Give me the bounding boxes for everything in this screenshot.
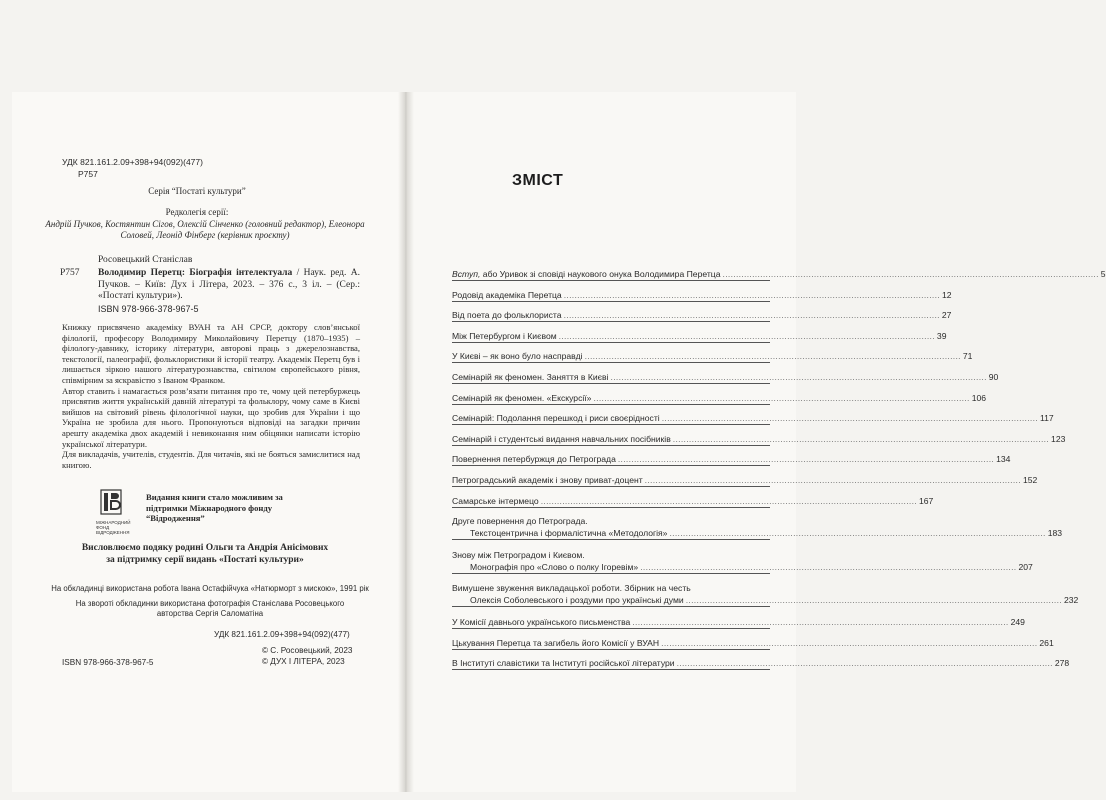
isbn-line: ISBN 978-966-378-967-5 [98, 304, 199, 314]
toc-leader-dots [661, 637, 1037, 649]
acknowledgement-line: за підтримку серії видань «Постаті культури» [106, 555, 304, 565]
toc-entry[interactable] [452, 289, 952, 302]
toc-leader-dots [645, 474, 1021, 486]
toc-entry[interactable] [452, 268, 1106, 281]
toc-page-number: 39 [936, 330, 947, 341]
toc-row [452, 474, 1038, 486]
toc-page-number: 117 [1039, 413, 1054, 424]
toc-page-number: 167 [918, 495, 934, 506]
copyright-author: © С. Росовецький, 2023 [262, 646, 353, 655]
toc-entry-title: Самарське інтермецо [452, 495, 539, 506]
toc-row [452, 309, 952, 321]
toc-entry[interactable] [452, 330, 947, 343]
toc-row [452, 616, 1025, 628]
toc-page-number: 27 [941, 310, 952, 321]
toc-entry[interactable] [452, 392, 987, 405]
toc-entry-title: Семінарій як феномен. Заняття в Києві [452, 372, 609, 382]
toc-row [452, 392, 987, 404]
toc-row [452, 527, 1063, 539]
toc-row [452, 433, 1066, 445]
book-gutter [398, 92, 414, 792]
toc-entry-title: У Комісії давнього українського письменства [452, 617, 631, 627]
toc-entry-title: Вимушене звуження викладацької роботи. Збірник на честь [452, 583, 691, 594]
toc-entry-title: У Києві – як воно було насправді [452, 351, 583, 362]
toc-page-number: 207 [1018, 561, 1033, 572]
back-cover-credit: На звороті обкладинки використана фотографія Станіслава Росовецького авторства Сергія Саломатіна [75, 599, 345, 618]
toc-row [452, 453, 1011, 465]
toc-row [452, 350, 973, 362]
toc-page-number: 12 [941, 289, 952, 300]
toc-entry[interactable] [452, 474, 1038, 487]
cover-credit: На обкладинці використана робота Івана Остафійчука «Натюрморт з мискою», 1991 рік [51, 584, 369, 593]
toc-row [452, 330, 947, 342]
toc-entry[interactable] [452, 453, 1011, 466]
toc-page-number: 278 [1054, 658, 1070, 669]
toc-page-number: 90 [988, 372, 999, 382]
logo-caption: МІЖНАРОДНИЙ ФОНД ВІДРОДЖЕННЯ [96, 520, 131, 535]
toc-leader-dots [593, 392, 969, 404]
toc-page-number: 183 [1047, 528, 1063, 539]
bib-code: Р757 [60, 268, 80, 278]
toc-entry-title: Петроградський академік і знову приват-доцент [452, 475, 643, 485]
toc-page-number: 261 [1039, 637, 1054, 648]
toc-row [452, 268, 1106, 280]
toc-leader-dots [618, 453, 994, 465]
toc-entry-title: Цькування Перетца та загибель його Комісії у ВУАН [452, 637, 660, 648]
toc-leader-dots [611, 371, 987, 383]
toc-entry[interactable] [452, 309, 952, 322]
toc-leader-dots [673, 433, 1049, 445]
toc-page-number: 5 [1100, 269, 1106, 279]
toc-row [452, 289, 952, 301]
annotation-paragraph: Автор ставить і намагається розв’язати питання про те, чому цей петербуржець присвятив життя українській давній літературі та фольклору, чому саме в Києві вийшов на світовий рівень філологічної науки, що зробив для України і що Україна не зробила для нього. Пропонуються відповіді на загадки причин арешту академіка двох академій і невиконання ним обіцянки написати історію української літератури. [62, 385, 360, 449]
toc-entry-title: Між Петербургом і Києвом [452, 330, 557, 341]
toc-entry-title: Текстоцентрична і формалістична «Методологія» [470, 528, 668, 539]
isbn-bottom: ISBN 978-966-378-967-5 [62, 658, 154, 667]
toc-entry-title: Олексія Соболевського і роздуми про українські думи [470, 595, 684, 606]
toc-entry-title: Семінарій і студентські видання навчальних посібників [452, 433, 671, 444]
renaissance-foundation-logo-icon [100, 489, 122, 515]
toc-entry[interactable] [452, 657, 1070, 670]
toc-row [452, 582, 770, 594]
toc-row [452, 561, 1033, 573]
toc-entry-title: Друге повернення до Петрограда. [452, 516, 588, 527]
toc-entry-title: Від поета до фольклориста [452, 310, 562, 321]
toc-entry[interactable] [452, 515, 1063, 540]
toc-row [452, 495, 934, 507]
toc-leader-dots [677, 657, 1053, 669]
toc-leader-dots [669, 527, 1045, 539]
toc-entry[interactable] [452, 433, 1066, 446]
toc-page-number: 106 [971, 392, 987, 403]
toc-entry-title: Знову між Петроградом і Києвом. [452, 549, 585, 560]
book-title: Володимир Перетц: Біографія інтелектуала [98, 268, 293, 278]
toc-leader-dots [559, 330, 935, 342]
toc-entry[interactable] [452, 582, 1079, 607]
toc-row [452, 371, 999, 383]
bib-details: / Наук. ред. А. Пучков. – Київ: Дух і Літера, 2023. – 376 с., 3 іл. – (Сер.: «Постаті культури»). [98, 268, 360, 301]
toc-entry-title: Вступ, або Уривок зі сповіді наукового онука Володимира Перетца [452, 269, 721, 279]
copyright-publisher: © ДУХ І ЛІТЕРА, 2023 [262, 657, 345, 666]
toc-leader-dots [723, 268, 1099, 280]
bibliographic-record [98, 268, 360, 303]
annotation-paragraph: Для викладачів, учителів, студентів. Для читачів, які не бояться замислитися над книгою. [62, 449, 360, 470]
udk-code-bottom: УДК 821.161.2.09+398+94(092)(477) [214, 630, 350, 639]
toc-entry[interactable] [452, 637, 1054, 650]
acknowledgement-line: Висловлюємо подяку родині Ольги та Андрія Анісімових [81, 543, 329, 553]
toc-entry-title: В Інституті славістики та Інституті російської літератури [452, 658, 675, 669]
toc-row [452, 412, 1054, 424]
toc-page-number: 249 [1010, 617, 1025, 627]
toc-leader-dots [662, 412, 1038, 424]
toc-entry[interactable] [452, 412, 1054, 425]
toc-entry-title: Монографія про «Слово о полку Ігоревім» [470, 561, 639, 572]
toc-row [452, 637, 1054, 649]
toc-leader-dots [686, 594, 1062, 606]
toc-leader-dots [585, 350, 961, 362]
toc-entry[interactable] [452, 371, 999, 384]
annotation-paragraph: Книжку присвячено академіку ВУАН та АН СРСР, доктору слов’янської філології, професору Володимиру Миколайовичу Перетцу (1870–1935) – філологу-давнику, історику літератури, авторові праць з джерелознавства, текстології, палеографії, фольклористики й історії театру. Академік Перетц був і лишається зіркою нашого літературознавства, світилом європейського рівня, співмірним за яскравістю з Іваном Франком. [62, 322, 360, 385]
toc-leader-dots [640, 561, 1016, 573]
toc-page-number: 71 [962, 351, 973, 362]
toc-row [452, 515, 770, 527]
toc-page-number: 232 [1063, 595, 1079, 606]
toc-title: ЗМІСТ [512, 172, 564, 189]
toc-entry[interactable] [452, 350, 973, 363]
toc-leader-dots [632, 616, 1008, 628]
toc-page-number: 123 [1051, 433, 1066, 444]
annotation [62, 322, 360, 470]
toc-page-number: 134 [996, 454, 1011, 465]
editorial-board-members: Андрій Пучков, Костянтин Сігов, Олексій Сінченко (головний редактор), Елеонора Соловей, Леонід Фінберг (керівник проєкту) [45, 219, 365, 240]
toc-page-number: 152 [1022, 475, 1038, 485]
toc-entry[interactable] [452, 616, 1025, 629]
toc-entry[interactable] [452, 495, 934, 508]
toc-leader-dots [541, 495, 917, 507]
series-title: Серія “Постаті культури” [148, 186, 246, 196]
toc-row [452, 657, 1070, 669]
acknowledgement [40, 542, 370, 566]
toc-entry-title: Семінарій: Подолання перешкод і риси своєрідності [452, 413, 660, 424]
toc-row [452, 549, 770, 561]
toc-leader-dots [564, 309, 940, 321]
toc-leader-dots [564, 289, 940, 301]
toc-entry-title: Семінарій як феномен. «Екскурсії» [452, 392, 592, 403]
toc-entry-title: Родовід академіка Перетца [452, 289, 562, 300]
support-notice: Видання книги стало можливим за підтримки Міжнародного фонду “Відродження” [146, 492, 283, 523]
book-author: Росовецький Станіслав [98, 255, 193, 265]
toc-row [452, 594, 1079, 606]
toc-entry-title: Повернення петербуржця до Петрограда [452, 454, 616, 465]
editorial-board-title: Редколегія серії: [165, 207, 229, 217]
copyright [262, 645, 352, 667]
toc-entry[interactable] [452, 549, 1033, 574]
author-code: Р757 [78, 169, 98, 179]
udk-code: УДК 821.161.2.09+398+94(092)(477) [62, 157, 203, 167]
